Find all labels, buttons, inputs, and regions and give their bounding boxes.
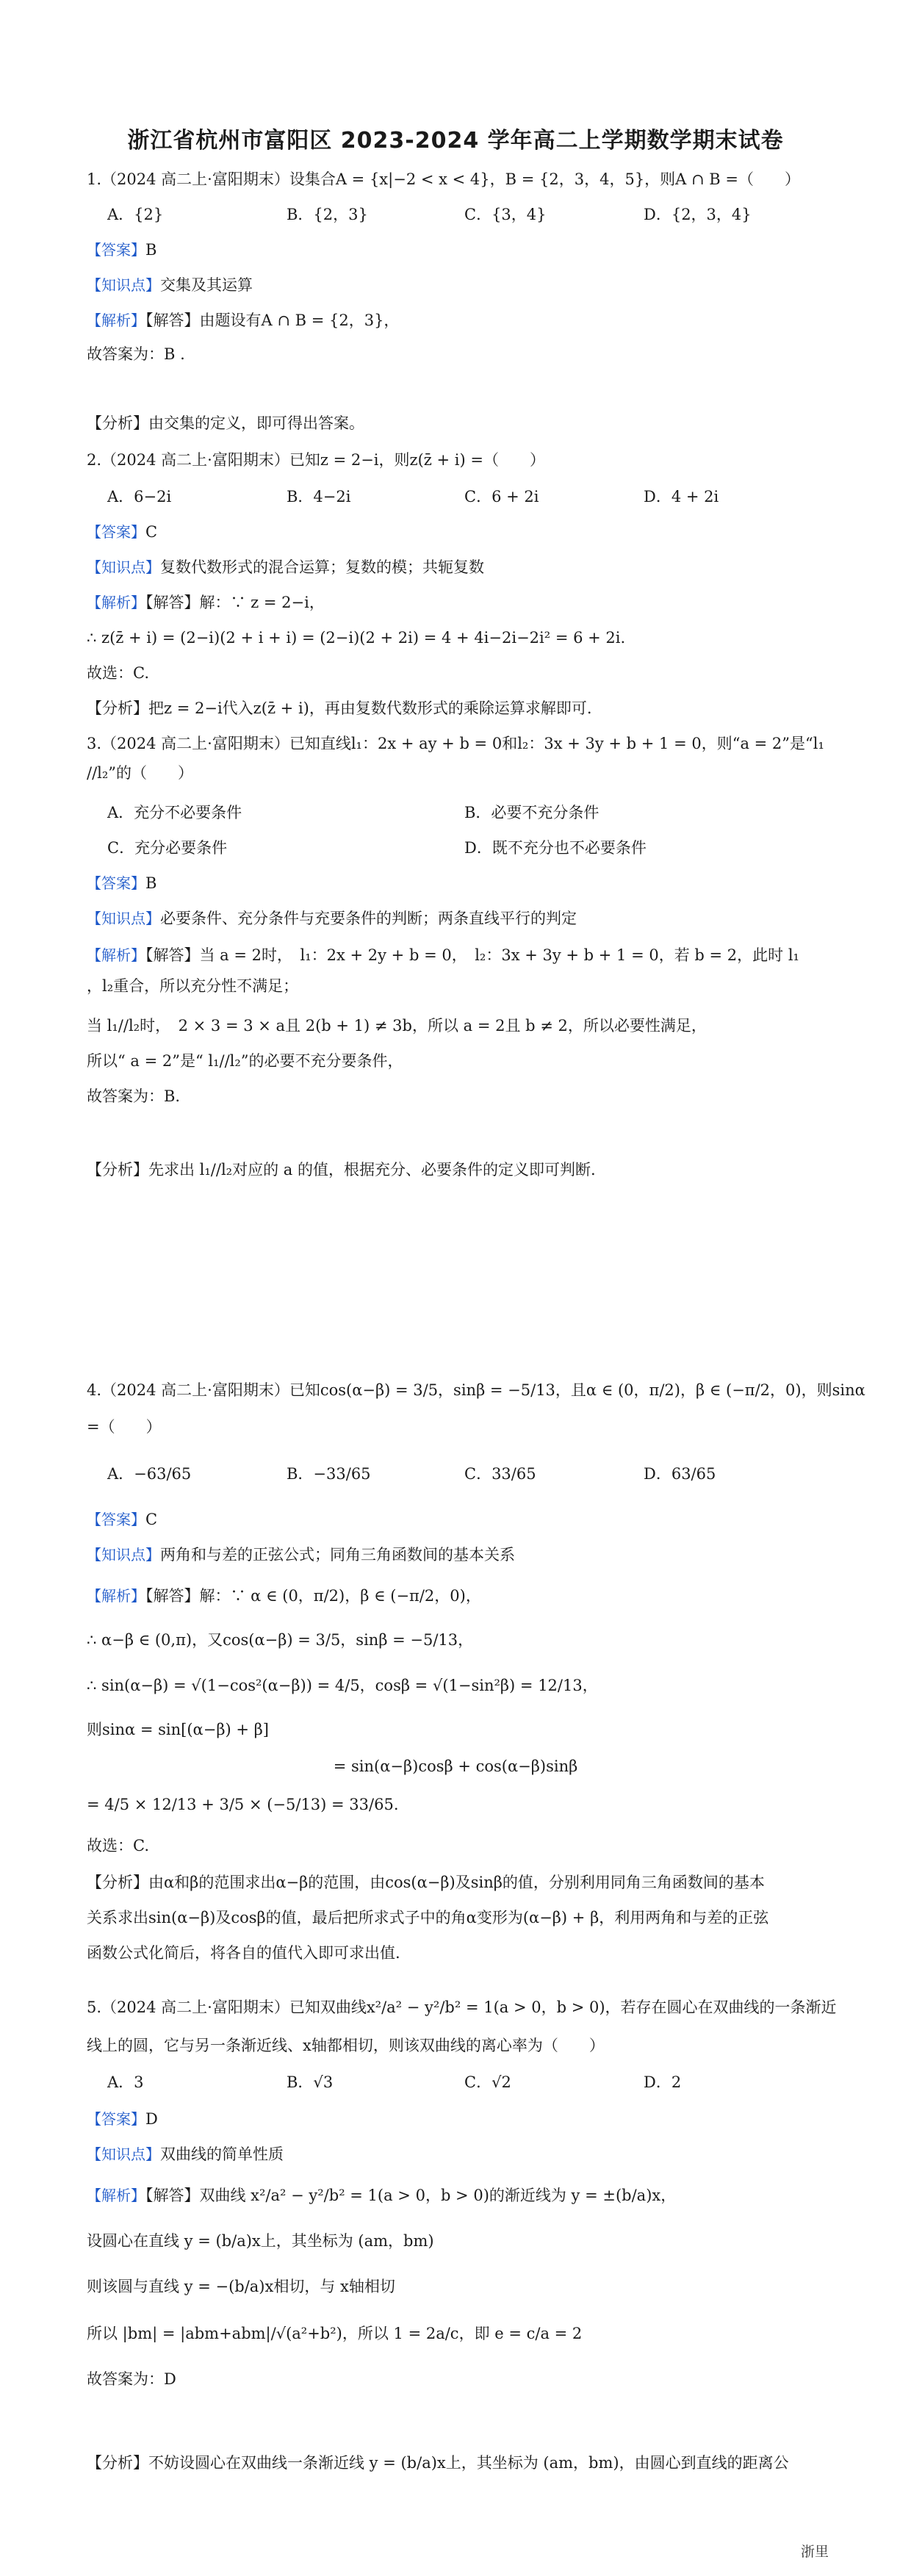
q4-knowledge-point: 【知识点】两角和与差的正弦公式；同角三角函数间的基本关系: [87, 1546, 515, 1564]
q1-option-b: B．{2，3}: [287, 206, 368, 223]
q2-conclusion: 故选：C.: [87, 664, 149, 682]
q3-option-d: D．既不充分也不必要条件: [464, 839, 647, 857]
q4-conclusion: 故选：C.: [87, 1837, 149, 1854]
q3-conclusion: 故答案为：B.: [87, 1087, 181, 1105]
q3-option-b: B．必要不充分条件: [464, 804, 599, 821]
q4-solution-line-4: 则sinα = sin[(α−β) + β]: [87, 1721, 269, 1738]
page-title: 浙江省杭州市富阳区 2023-2024 学年高二上学期数学期末试卷: [127, 128, 784, 154]
q5-option-a: A．3: [107, 2073, 144, 2091]
q4-analysis-line-3: 函数公式化简后，将各自的值代入即可求出值.: [87, 1944, 400, 1962]
q5-solution-line-2: 设圆心在直线 y = (b/a)x上，其坐标为 (am，bm): [87, 2232, 434, 2250]
q2-option-a: A．6−2i: [107, 488, 172, 506]
question-5-stem: 5.（2024 高二上·富阳期末）已知双曲线x²/a² − y²/b² = 1(a > 0，b > 0)，若存在圆心在双曲线的一条渐近: [87, 1998, 837, 2016]
q3-solution-line-4: 所以“ a = 2”是“ l₁//l₂”的必要不充分要条件，: [87, 1052, 403, 1070]
q1-answer: 【答案】B: [87, 241, 157, 259]
q2-knowledge-point: 【知识点】复数代数形式的混合运算；复数的模；共轭复数: [87, 558, 484, 576]
q2-solution-line-2: ∴ z(z̄ + i) = (2−i)(2 + i + i) = (2−i)(2 + 2i) = 4 + 4i−2i−2i² = 6 + 2i.: [87, 629, 626, 647]
q4-solution-line-2: ∴ α−β ∈ (0,π)，又cos(α−β) = 3/5，sinβ = −5/13，: [87, 1631, 474, 1649]
q4-option-a: A．−63/65: [107, 1465, 192, 1483]
q3-option-c: C．充分必要条件: [107, 839, 228, 857]
footer-mark: 浙里: [800, 2544, 829, 2560]
q5-option-c: C．√2: [464, 2073, 511, 2091]
q3-option-a: A．充分不必要条件: [107, 804, 242, 821]
q3-solution-line-3: 当 l₁//l₂时， 2 × 3 = 3 × a且 2(b + 1) ≠ 3b，所以 a = 2且 b ≠ 2，所以必要性满足，: [87, 1017, 707, 1035]
q1-option-d: D．{2，3，4}: [644, 206, 752, 223]
q3-knowledge-point: 【知识点】必要条件、充分条件与充要条件的判断；两条直线平行的判定: [87, 910, 577, 927]
q2-option-d: D．4 + 2i: [644, 488, 719, 506]
question-4-stem-line-2: =（ ）: [87, 1418, 162, 1436]
q3-solution-line-2: ，l₂重合，所以充分性不满足；: [87, 977, 299, 995]
q5-answer: 【答案】D: [87, 2110, 158, 2128]
q4-solution-line-5: = sin(α−β)cosβ + cos(α−β)sinβ: [333, 1757, 578, 1775]
question-4-stem: 4.（2024 高二上·富阳期末）已知cos(α−β) = 3/5，sinβ = −5/13，且α ∈ (0，π/2)，β ∈ (−π/2，0)，则sinα: [87, 1381, 865, 1399]
q4-solution: 【解析】【解答】解：∵ α ∈ (0，π/2)，β ∈ (−π/2，0)，: [87, 1587, 481, 1605]
q4-option-d: D．63/65: [644, 1465, 716, 1483]
q2-option-c: C．6 + 2i: [464, 488, 539, 506]
question-3-stem-line-2: //l₂”的（ ）: [87, 764, 194, 782]
q2-analysis: 【分析】把z = 2−i代入z(z̄ + i)，再由复数代数形式的乘除运算求解即可.: [87, 699, 592, 717]
q1-option-a: A．{2}: [107, 206, 164, 223]
q1-conclusion: 故答案为：B .: [87, 345, 185, 363]
q4-answer: 【答案】C: [87, 1511, 158, 1528]
q5-option-b: B．√3: [287, 2073, 334, 2091]
q3-answer: 【答案】B: [87, 874, 157, 892]
q4-solution-line-3: ∴ sin(α−β) = √(1−cos²(α−β)) = 4/5，cosβ = √(1−sin²β) = 12/13，: [87, 1677, 598, 1694]
q2-answer: 【答案】C: [87, 523, 158, 541]
q5-conclusion: 故答案为：D: [87, 2370, 176, 2388]
q5-solution-line-3: 则该圆与直线 y = −(b/a)x相切，与 x轴相切: [87, 2278, 395, 2295]
q2-option-b: B．4−2i: [287, 488, 351, 506]
q4-option-c: C．33/65: [464, 1465, 536, 1483]
question-2-stem: 2.（2024 高二上·富阳期末）已知z = 2−i，则z(z̄ + i) =（ ）: [87, 451, 545, 469]
q1-knowledge-point: 【知识点】交集及其运算: [87, 276, 253, 294]
q5-analysis: 【分析】不妨设圆心在双曲线一条渐近线 y = (b/a)x上，其坐标为 (am，bm)，由圆心到直线的距离公: [87, 2454, 789, 2472]
q1-option-c: C．{3，4}: [464, 206, 547, 223]
q5-knowledge-point: 【知识点】双曲线的简单性质: [87, 2145, 284, 2163]
q4-solution-line-6: = 4/5 × 12/13 + 3/5 × (−5/13) = 33/65.: [87, 1796, 399, 1813]
q4-analysis-line-2: 关系求出sin(α−β)及cosβ的值，最后把所求式子中的角α变形为(α−β) + β，利用两角和与差的正弦: [87, 1909, 769, 1926]
q4-option-b: B．−33/65: [287, 1465, 371, 1483]
q1-analysis: 【分析】由交集的定义，即可得出答案。: [87, 414, 364, 432]
q4-analysis: 【分析】由α和β的范围求出α−β的范围，由cos(α−β)及sinβ的值，分别利用同角三角函数间的基本: [87, 1874, 765, 1891]
q2-solution: 【解析】【解答】解：∵ z = 2−i，: [87, 594, 325, 611]
q3-analysis: 【分析】先求出 l₁//l₂对应的 a 的值，根据充分、必要条件的定义即可判断.: [87, 1161, 596, 1179]
q1-solution: 【解析】【解答】由题设有A ∩ B = {2，3}，: [87, 312, 400, 329]
question-1-stem: 1.（2024 高二上·富阳期末）设集合A = {x|−2 < x < 4}，B = {2，3，4，5}，则A ∩ B =（ ）: [87, 170, 800, 188]
q3-solution: 【解析】【解答】当 a = 2时， l₁：2x + 2y + b = 0， l₂：3x + 3y + b + 1 = 0，若 b = 2，此时 l₁: [87, 946, 799, 964]
question-3-stem: 3.（2024 高二上·富阳期末）已知直线l₁：2x + ay + b = 0和l₂：3x + 3y + b + 1 = 0，则“a = 2”是“l₁: [87, 735, 824, 752]
q5-solution-line-4: 所以 |bm| = |abm+abm|/√(a²+b²)，所以 1 = 2a/c，即 e = c/a = 2: [87, 2325, 583, 2342]
q5-solution: 【解析】【解答】双曲线 x²/a² − y²/b² = 1(a > 0，b > 0)的渐近线为 y = ±(b/a)x，: [87, 2187, 677, 2204]
q5-option-d: D．2: [644, 2073, 682, 2091]
question-5-stem-line-2: 线上的圆，它与另一条渐近线、x轴都相切，则该双曲线的离心率为（ ）: [87, 2037, 605, 2054]
